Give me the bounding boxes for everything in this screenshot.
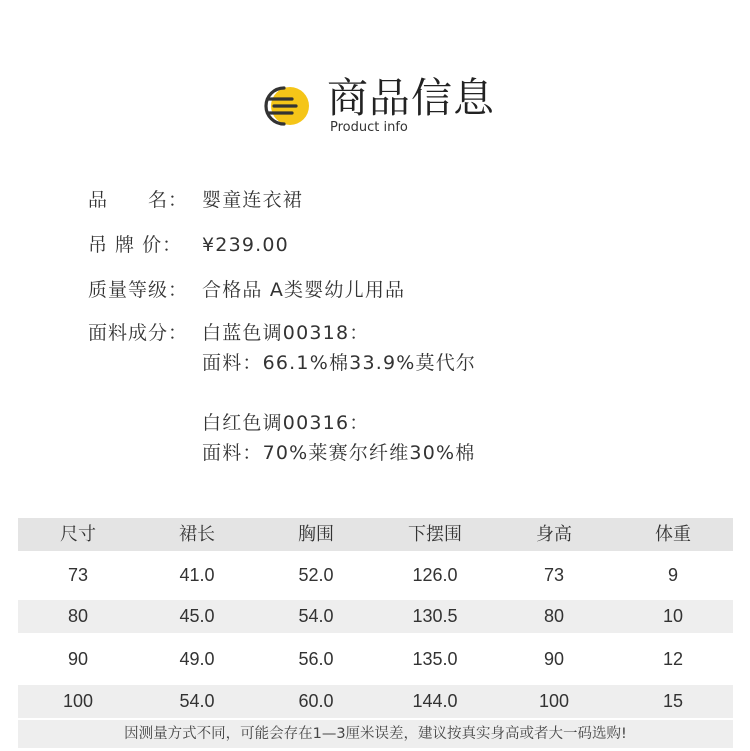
table-header-cell: 裙长 <box>179 524 215 545</box>
table-cell: 12 <box>662 649 684 669</box>
table-row <box>18 600 733 633</box>
table-cell: 100 <box>538 691 570 711</box>
info-label-price: 吊 牌 价： <box>88 234 183 256</box>
info-value-fabric-2: 面料：70%莱赛尔纤维30%棉 <box>202 442 476 464</box>
table-cell: 90 <box>67 649 89 669</box>
table-cell: 52.0 <box>298 565 334 585</box>
table-header-cell: 体重 <box>655 524 691 545</box>
document-lines-icon <box>262 82 312 130</box>
table-cell: 45.0 <box>179 606 215 626</box>
info-label-fabric: 面料成分： <box>88 322 189 344</box>
table-header-row <box>18 518 733 551</box>
info-value-grade: 合格品 A类婴幼儿用品 <box>202 279 406 301</box>
table-cell: 54.0 <box>179 691 215 711</box>
table-row <box>18 685 733 718</box>
table-cell: 10 <box>662 606 684 626</box>
table-cell: 60.0 <box>298 691 334 711</box>
info-label-grade: 质量等级： <box>88 279 189 301</box>
table-row <box>18 643 733 676</box>
table-cell: 144.0 <box>412 691 458 711</box>
table-cell: 80 <box>543 606 565 626</box>
table-cell: 73 <box>67 565 89 585</box>
info-value-fabric-1: 面料：66.1%棉33.9%莫代尔 <box>202 352 477 374</box>
info-label-name: 品 名： <box>88 189 189 211</box>
table-header-cell: 胸围 <box>298 524 334 545</box>
table-cell: 56.0 <box>298 649 334 669</box>
table-cell: 9 <box>667 565 678 585</box>
table-cell: 49.0 <box>179 649 215 669</box>
table-cell: 130.5 <box>412 606 458 626</box>
table-header-cell: 身高 <box>536 524 572 545</box>
info-value-fabric-color-1: 白蓝色调00318： <box>202 322 370 344</box>
page-subtitle: Product info <box>330 120 408 135</box>
table-cell: 73 <box>543 565 565 585</box>
info-value-name: 婴童连衣裙 <box>202 189 304 211</box>
measurement-note: 因测量方式不同，可能会存在1—3厘米误差，建议按真实身高或者大一码选购! <box>18 720 733 748</box>
table-cell: 15 <box>662 691 684 711</box>
table-header-cell: 下摆围 <box>408 524 462 545</box>
table-header-cell: 尺寸 <box>60 524 96 545</box>
table-cell: 100 <box>62 691 94 711</box>
header <box>0 0 750 150</box>
table-row <box>18 559 733 592</box>
table-cell: 90 <box>543 649 565 669</box>
table-cell: 54.0 <box>298 606 334 626</box>
table-cell: 41.0 <box>179 565 215 585</box>
info-value-fabric-color-2: 白红色调00316： <box>202 412 370 434</box>
table-cell: 135.0 <box>412 649 458 669</box>
page-title: 商品信息 <box>327 74 495 122</box>
table-cell: 80 <box>67 606 89 626</box>
info-value-price: ¥239.00 <box>202 234 289 256</box>
table-cell: 126.0 <box>412 565 458 585</box>
